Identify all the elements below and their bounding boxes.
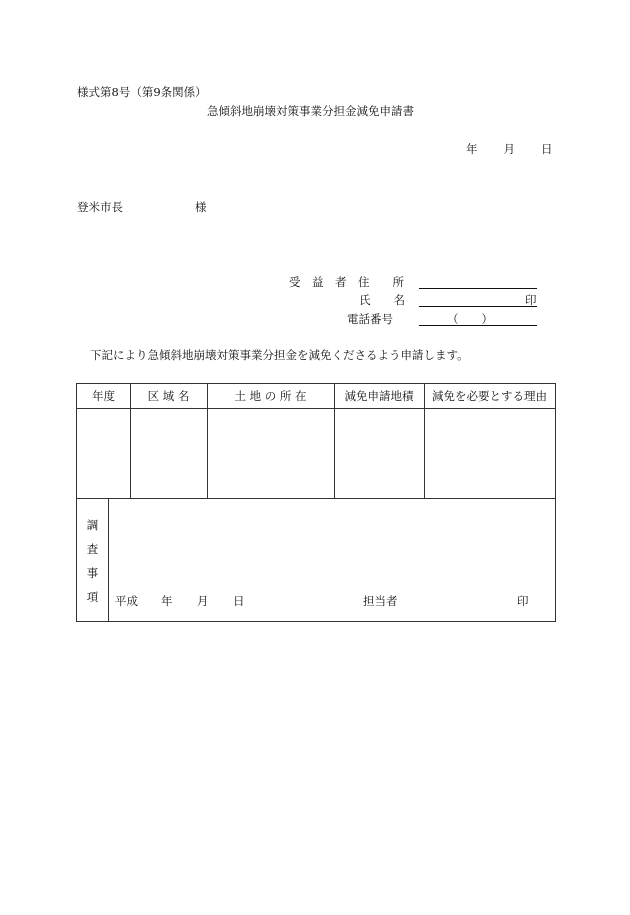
applicant-address-label: 受 益 者 住 所 bbox=[289, 275, 404, 289]
header-area-name: 区 域 名 bbox=[147, 389, 190, 403]
survey-items-label bbox=[77, 513, 108, 609]
addressee-name: 登米市長 bbox=[77, 200, 123, 214]
survey-seal: 印 bbox=[517, 594, 529, 608]
date-year: 年 bbox=[466, 142, 478, 156]
survey-year: 年 bbox=[161, 594, 173, 608]
applicant-address-line[interactable] bbox=[419, 288, 537, 289]
date-day: 日 bbox=[541, 142, 553, 156]
applicant-name-row bbox=[289, 292, 539, 308]
entry-cell-area-name[interactable] bbox=[131, 409, 207, 498]
survey-label-char: 事 bbox=[86, 566, 99, 580]
header-exemption-reason: 減免を必要とする理由 bbox=[432, 389, 547, 403]
entry-cell-exemption-area[interactable] bbox=[335, 409, 424, 498]
applicant-phone-paren: （ ） bbox=[447, 312, 493, 326]
survey-entry-cell[interactable] bbox=[109, 499, 555, 589]
document-title: 急傾斜地崩壊対策事業分担金減免申請書 bbox=[207, 104, 414, 118]
form-number: 様式第8号（第9条関係） bbox=[77, 85, 207, 99]
date-month: 月 bbox=[503, 142, 515, 156]
survey-label-char: 項 bbox=[86, 590, 99, 604]
applicant-phone-label: 電話番号 bbox=[347, 312, 393, 326]
header-exemption-area: 減免申請地積 bbox=[344, 389, 414, 403]
applicant-seal: 印 bbox=[525, 293, 537, 307]
header-fiscal-year: 年度 bbox=[92, 389, 115, 403]
survey-label-char: 査 bbox=[86, 542, 99, 556]
applicant-address-row bbox=[289, 274, 539, 290]
applicant-name-line[interactable] bbox=[419, 306, 537, 307]
entry-cell-exemption-reason[interactable] bbox=[425, 409, 555, 498]
header-land-location: 土 地 の 所 在 bbox=[234, 389, 307, 403]
date-line bbox=[466, 141, 553, 157]
survey-label-char: 調 bbox=[86, 518, 99, 532]
entry-cell-land-location[interactable] bbox=[208, 409, 334, 498]
applicant-name-label: 氏 名 bbox=[359, 293, 405, 307]
addressee bbox=[77, 199, 207, 215]
entry-cell-fiscal-year[interactable] bbox=[77, 409, 130, 498]
application-table bbox=[76, 383, 556, 622]
survey-era: 平成 bbox=[115, 594, 138, 608]
survey-month: 月 bbox=[197, 594, 209, 608]
applicant-phone-row bbox=[289, 311, 539, 327]
survey-person-in-charge: 担当者 bbox=[363, 594, 398, 608]
application-statement: 下記により急傾斜地崩壊対策事業分担金を減免くださるよう申請します。 bbox=[90, 348, 469, 362]
addressee-honorific: 様 bbox=[195, 200, 207, 214]
survey-day: 日 bbox=[233, 594, 245, 608]
